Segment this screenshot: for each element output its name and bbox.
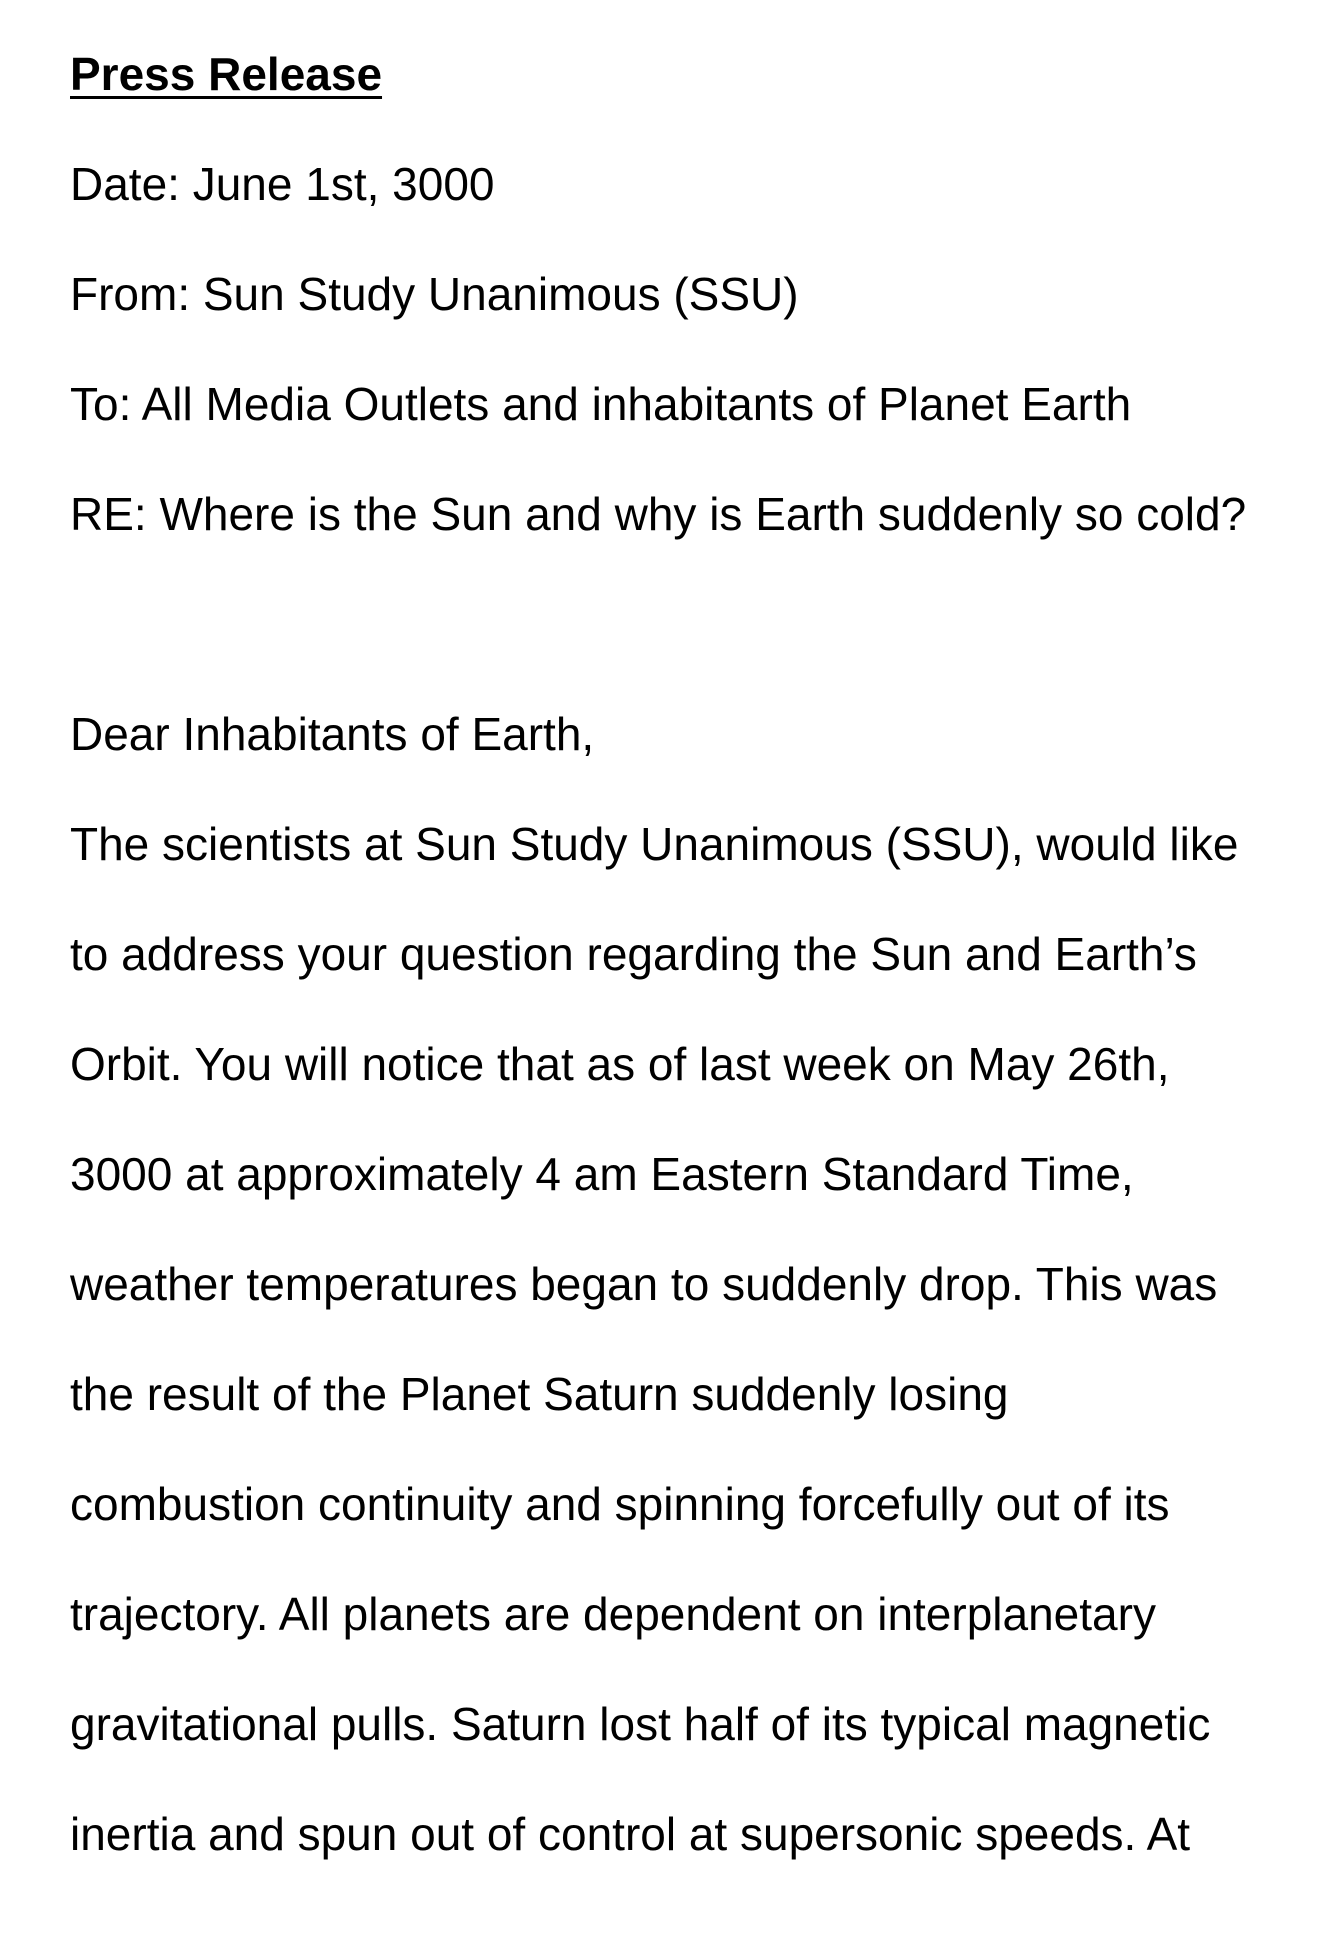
body-line: 3000 at approximately 4 am Eastern Standard Time, — [70, 1148, 1134, 1200]
to-line: To: All Media Outlets and inhabitants of Planet Earth — [70, 378, 1132, 430]
body-line: gravitational pulls. Saturn lost half of its typical magnetic — [70, 1698, 1211, 1750]
body-line: trajectory. All planets are dependent on interplanetary — [70, 1588, 1156, 1640]
body-line: weather temperatures began to suddenly drop. This was — [70, 1258, 1218, 1310]
salutation: Dear Inhabitants of Earth, — [70, 708, 595, 760]
body-line: The scientists at Sun Study Unanimous (SSU), would like — [70, 818, 1239, 870]
from-line: From: Sun Study Unanimous (SSU) — [70, 268, 799, 320]
body-line: inertia and spun out of control at supersonic speeds. At — [70, 1808, 1191, 1860]
date-line: Date: June 1st, 3000 — [70, 158, 495, 210]
body-line: combustion continuity and spinning forcefully out of its — [70, 1478, 1170, 1530]
subject-line: RE: Where is the Sun and why is Earth suddenly so cold? — [70, 488, 1247, 540]
document-title: Press Release — [70, 48, 383, 100]
body-line: the result of the Planet Saturn suddenly losing — [70, 1368, 1009, 1420]
body-line: Orbit. You will notice that as of last week on May 26th, — [70, 1038, 1170, 1090]
body-line: to address your question regarding the Sun and Earth’s — [70, 928, 1197, 980]
